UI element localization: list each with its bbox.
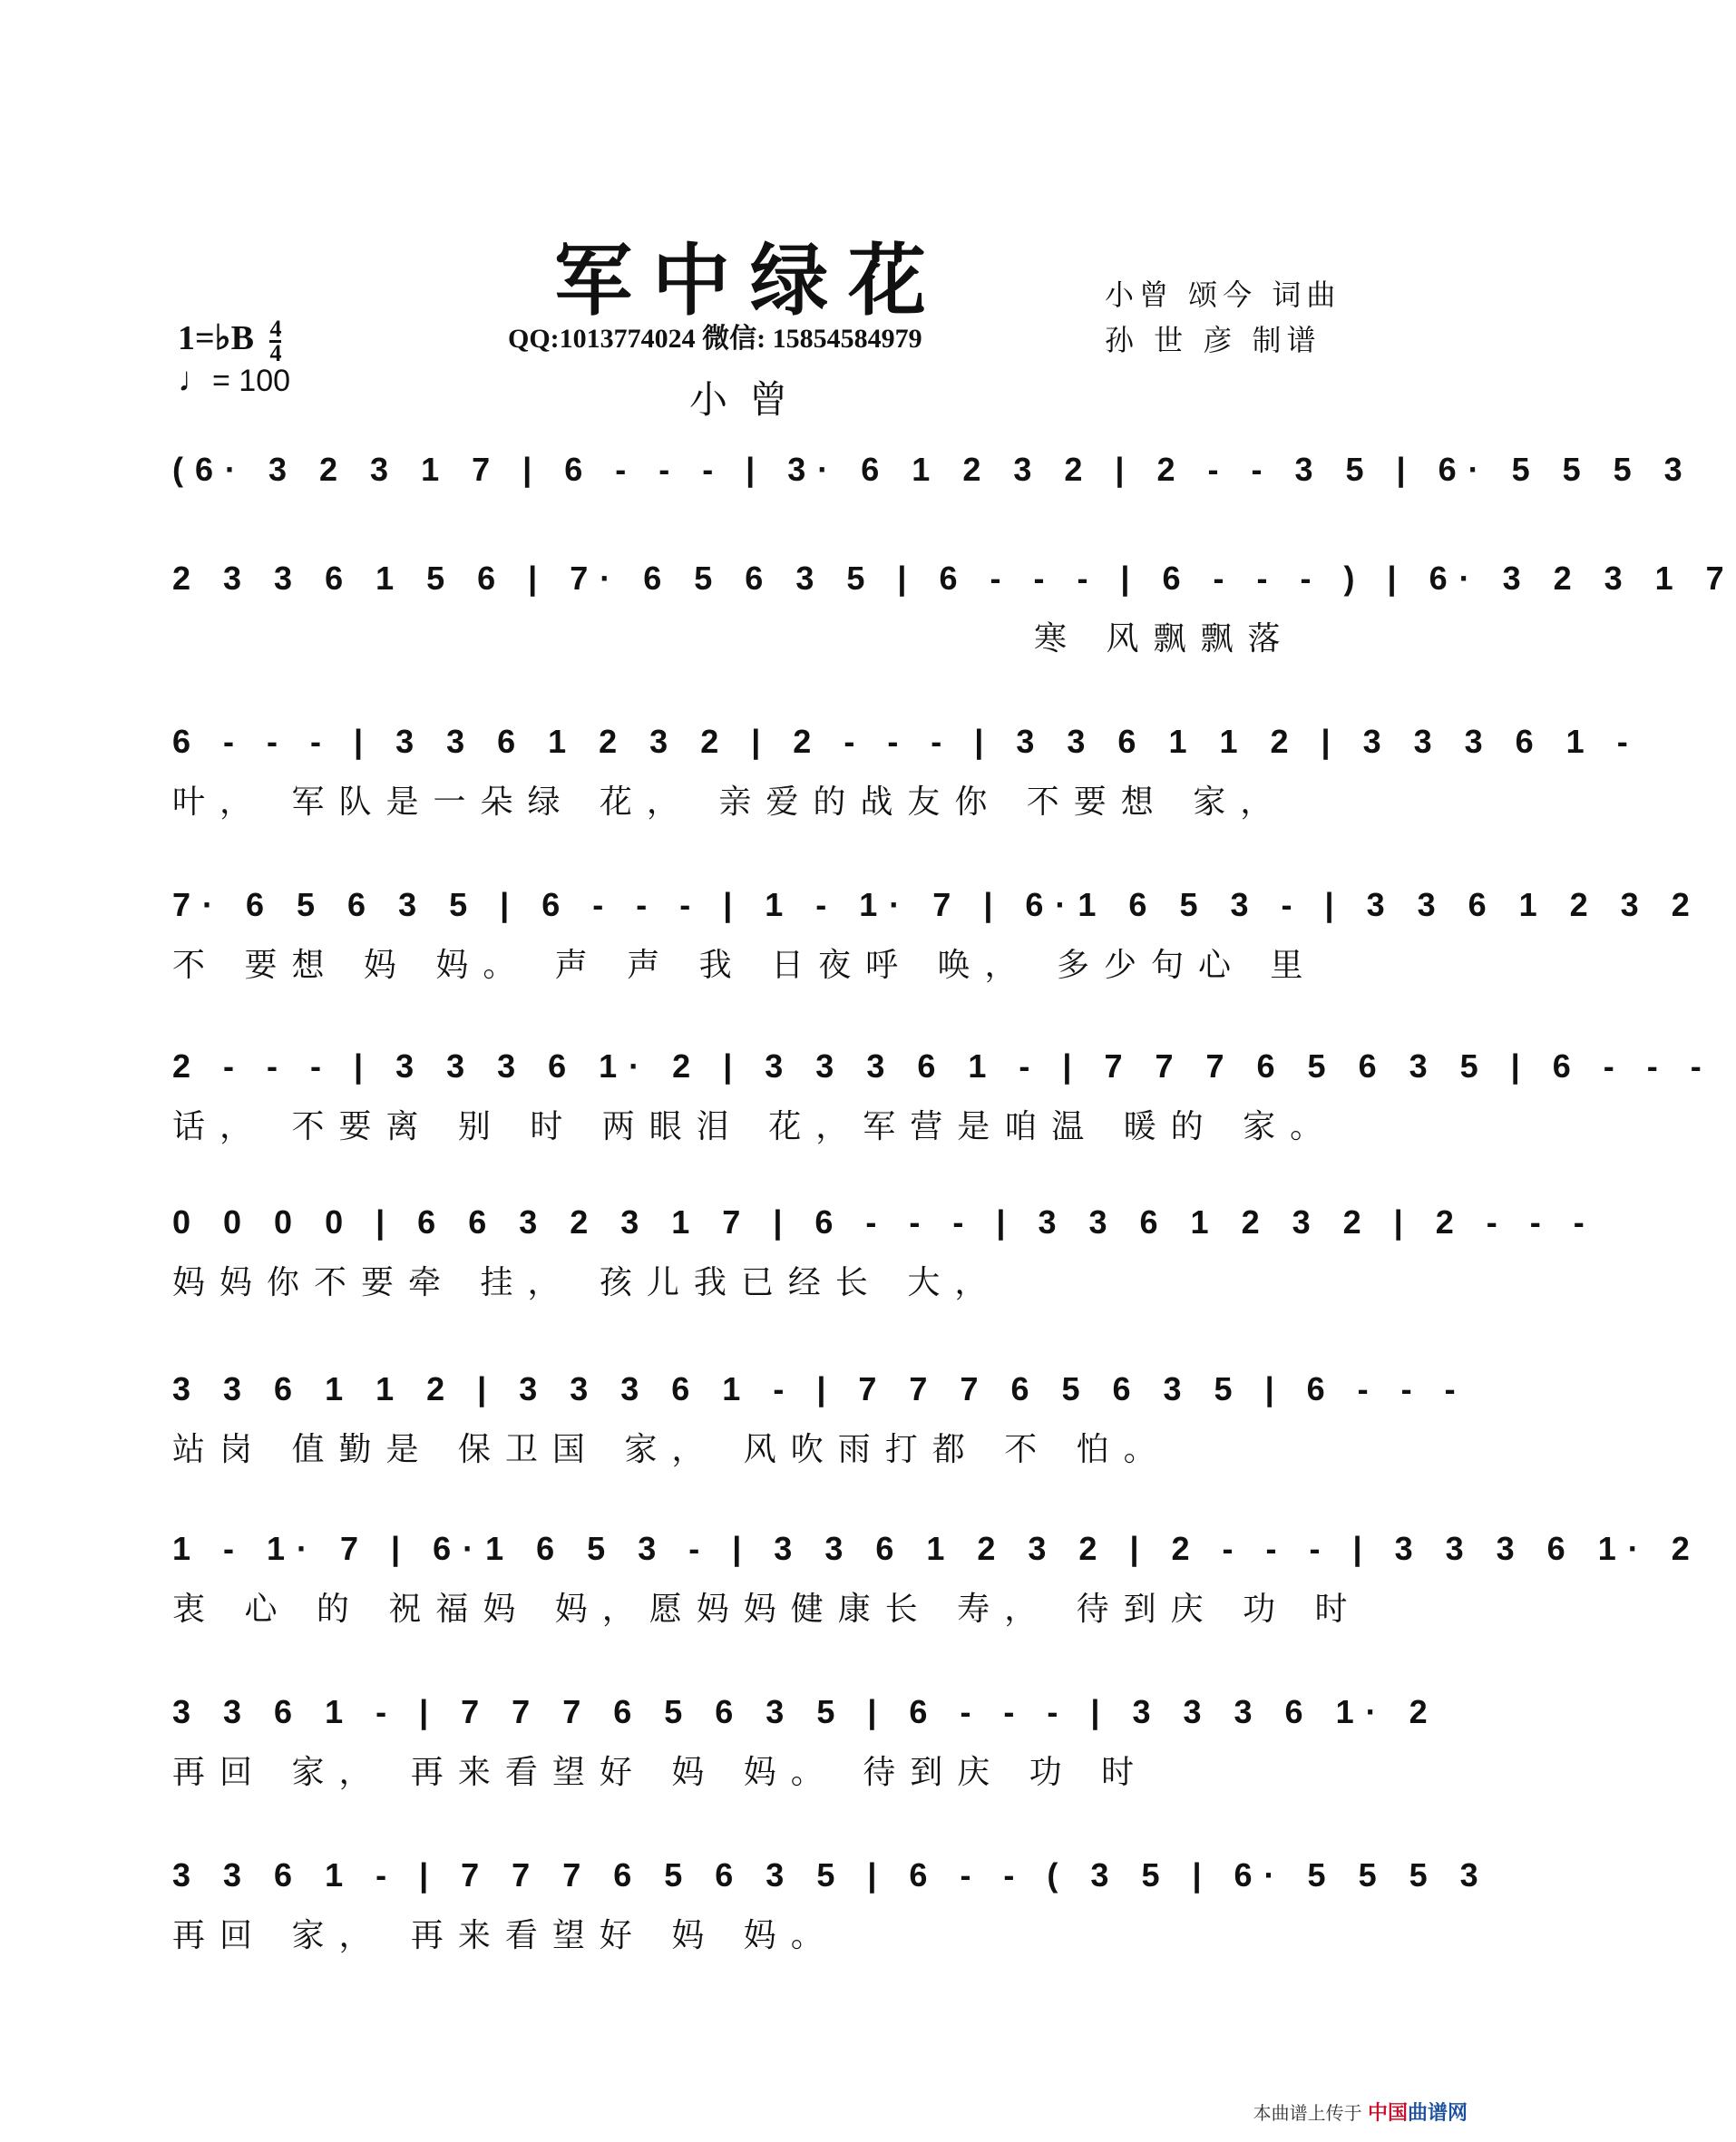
key-signature [178,317,281,365]
lyrics-line: 不 要想 妈 妈。 声 声 我 日夜呼 唤， 多少句心 里 [172,947,1318,984]
notation-line: 2 - - - | 3 3 3 6 1· 2 | 3 3 3 6 1 - | 7 7 7 6 5 6 3 5 | 6 - - - [172,1047,1713,1085]
page-title: 军中绿花 [554,235,946,326]
notation-line: 0 0 0 0 | 6 6 3 2 3 1 7 | 6 - - - | 3 3 6 1 2 3 2 | 2 - - - [172,1203,1596,1241]
notation-line: 3 3 6 1 - | 7 7 7 6 5 6 3 5 | 6 - - ( 3 5 | 6· 5 5 5 3 [172,1856,1490,1894]
footer [1253,2098,1468,2126]
lyrics-line: 妈妈你不要牵 挂， 孩儿我已经长 大， [172,1264,1002,1301]
lyricist-composer: 小曾 颂今 词曲 [1105,277,1341,312]
lyrics-line: 再回 家， 再来看望好 妈 妈。 待到庆 功 时 [172,1754,1149,1791]
lyrics-line: 站岗 值勤是 保卫国 家， 风吹雨打都 不 怕。 [172,1431,1171,1468]
site-logo: 中国曲谱网 [1367,2102,1468,2125]
key-label: 1=♭B [178,319,254,357]
upload-note: 本曲谱上传于 [1253,2102,1362,2124]
tempo-mark [178,361,290,400]
lyrics-line: 话， 不要离 别 时 两眼泪 花，军营是咱温 暖的 家。 [172,1108,1338,1145]
notation-line: 2 3 3 6 1 5 6 | 7· 6 5 6 3 5 | 6 - - - | 6 - - - ) | 6· 3 2 3 1 7 [172,560,1736,597]
time-signature [269,315,282,366]
quarter-note-icon: ♩ [178,361,212,399]
notation-line: 3 3 6 1 - | 7 7 7 6 5 6 3 5 | 6 - - - | 3 3 3 6 1· 2 [172,1693,1439,1730]
meter-top: 4 [269,315,282,342]
notation-line: 6 - - - | 3 3 6 1 2 3 2 | 2 - - - | 3 3 6 1 1 2 | 3 3 3 6 1 - [172,723,1640,760]
notation-line: 1 - 1· 7 | 6·1 6 5 3 - | 3 3 6 1 2 3 2 | 2 - - - | 3 3 3 6 1· 2 [172,1530,1702,1567]
meter-bottom: 4 [269,339,282,366]
contact-info: QQ:1013774024 微信: 15854584979 [508,324,922,354]
lyrics-line: 衷 心 的 祝福妈 妈，愿妈妈健康长 寿， 待到庆 功 时 [172,1591,1362,1628]
notation-line: (6· 3 2 3 1 7 | 6 - - - | 3· 6 1 2 3 2 | 2 - - 3 5 | 6· 5 5 5 3 [172,451,1694,488]
lyrics-line: 叶， 军队是一朵绿 花， 亲爱的战友你 不要想 家， [172,784,1288,821]
lyrics-line: 再回 家， 再来看望好 妈 妈。 [172,1917,838,1954]
notation-line: 3 3 6 1 1 2 | 3 3 3 6 1 - | 7 7 7 6 5 6 3 5 | 6 - - - [172,1370,1468,1407]
singer: 小曾 [689,377,810,422]
arranger: 孙 世 彦 制谱 [1105,323,1322,357]
lyrics-line: 寒 风飘飘落 [1034,620,1295,657]
tempo-value: = 100 [212,364,291,398]
credits [1105,272,1341,363]
notation-line: 7· 6 5 6 3 5 | 6 - - - | 1 - 1· 7 | 6·1 6 5 3 - | 3 3 6 1 2 3 2 [172,886,1702,923]
